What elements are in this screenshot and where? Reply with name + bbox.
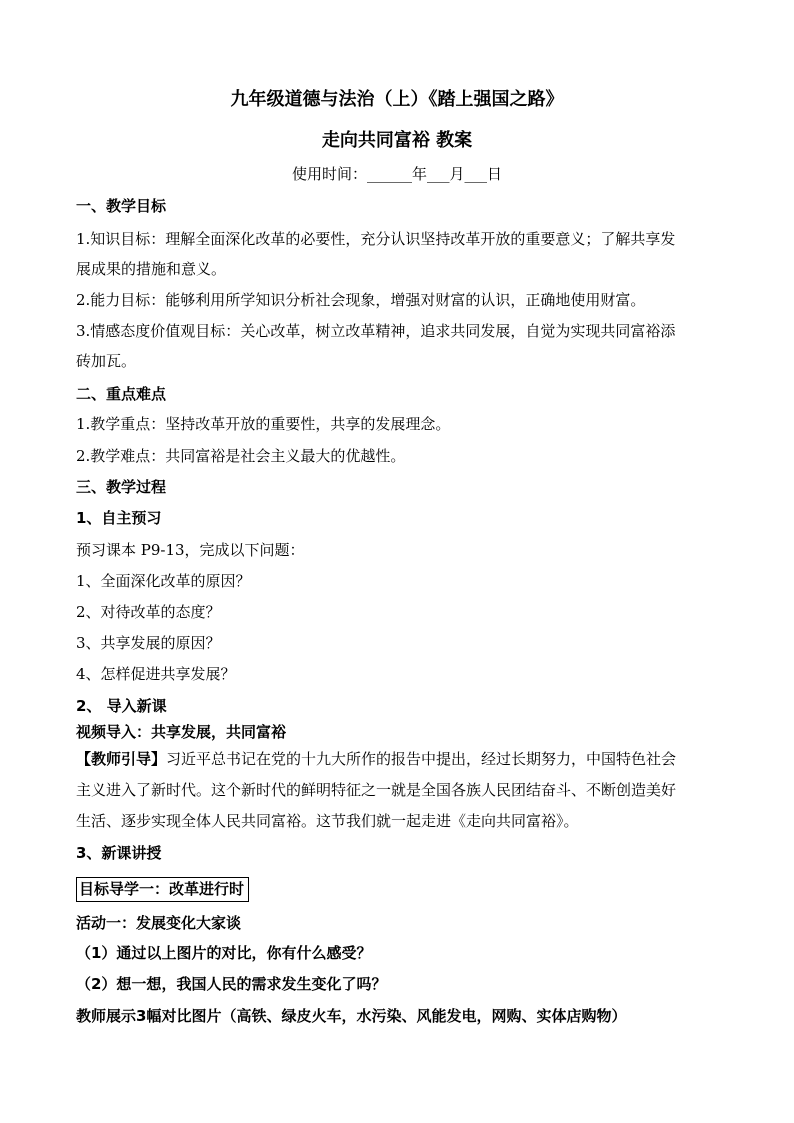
- section-heading-key-points: 二、重点难点: [76, 385, 167, 403]
- subsection-self-preview: 1、自主预习: [76, 509, 162, 527]
- subsection-new-lesson: 3、新课讲授: [76, 844, 162, 862]
- section-heading-process: 三、教学过程: [76, 478, 167, 496]
- subsection-new-lesson-intro: 2、 导入新课: [76, 697, 167, 715]
- activity-1-question-1: （1）通过以上图片的对比，你有什么感受？: [76, 944, 372, 962]
- goal-box-row: [76, 877, 732, 902]
- teacher-guide-line3: 生活、逐步实现全体人民共同富裕。这节我们就一起走进《走向共同富裕》。: [76, 812, 579, 830]
- objective-knowledge-line2: 展成果的措施和意义。: [76, 260, 227, 278]
- key-point: 1.教学重点：坚持改革开放的重要性，共享的发展理念。: [76, 415, 451, 433]
- teacher-guide-line1: [76, 749, 732, 769]
- teacher-show-images: 教师展示3幅对比图片（高铁、绿皮火车，水污染、风能发电，网购、实体店购物）: [76, 1007, 627, 1025]
- video-intro: 视频导入：共享发展，共同富裕: [76, 723, 287, 741]
- document-title: 九年级道德与法治（上）《踏上强国之路》: [230, 89, 564, 110]
- document-subtitle: 走向共同富裕 教案: [321, 130, 473, 151]
- activity-1-title: 活动一：发展变化大家谈: [76, 914, 242, 932]
- section-heading-objectives: 一、教学目标: [76, 197, 167, 215]
- teacher-guide-text: 习近平总书记在党的十九大所作的报告中提出，经过长期努力，中国特色社会: [166, 750, 677, 768]
- preview-question-1: 1、全面深化改革的原因？: [76, 572, 251, 590]
- preview-question-2: 2、对待改革的态度？: [76, 603, 221, 621]
- preview-intro: 预习课本 P9-13，完成以下问题：: [76, 541, 305, 559]
- preview-question-4: 4、怎样促进共享发展？: [76, 665, 236, 683]
- goal-1-box: 目标导学一：改革进行时: [76, 877, 249, 902]
- objective-knowledge-line1: 1.知识目标：理解全面深化改革的必要性，充分认识坚持改革开放的重要意义；了解共享发: [76, 230, 676, 248]
- date-line: 使用时间：______年___月___日: [291, 165, 502, 183]
- difficult-point: 2.教学难点：共同富裕是社会主义最大的优越性。: [76, 447, 406, 465]
- objective-ability: 2.能力目标：能够利用所学知识分析社会现象，增强对财富的认识，正确地使用财富。: [76, 291, 646, 309]
- teacher-guide-line2: 主义进入了新时代。这个新时代的鲜明特征之一就是全国各族人民团结奋斗、不断创造美好: [76, 781, 677, 799]
- objective-emotion-line2: 砖加瓦。: [76, 352, 137, 370]
- objective-emotion-line1: 3.情感态度价值观目标：关心改革，树立改革精神，追求共同发展，自觉为实现共同富裕添: [76, 322, 676, 340]
- teacher-guide-label: 【教师引导】: [76, 750, 167, 768]
- preview-question-3: 3、共享发展的原因？: [76, 634, 221, 652]
- activity-1-question-2: （2）想一想，我国人民的需求发生变化了吗？: [76, 975, 387, 993]
